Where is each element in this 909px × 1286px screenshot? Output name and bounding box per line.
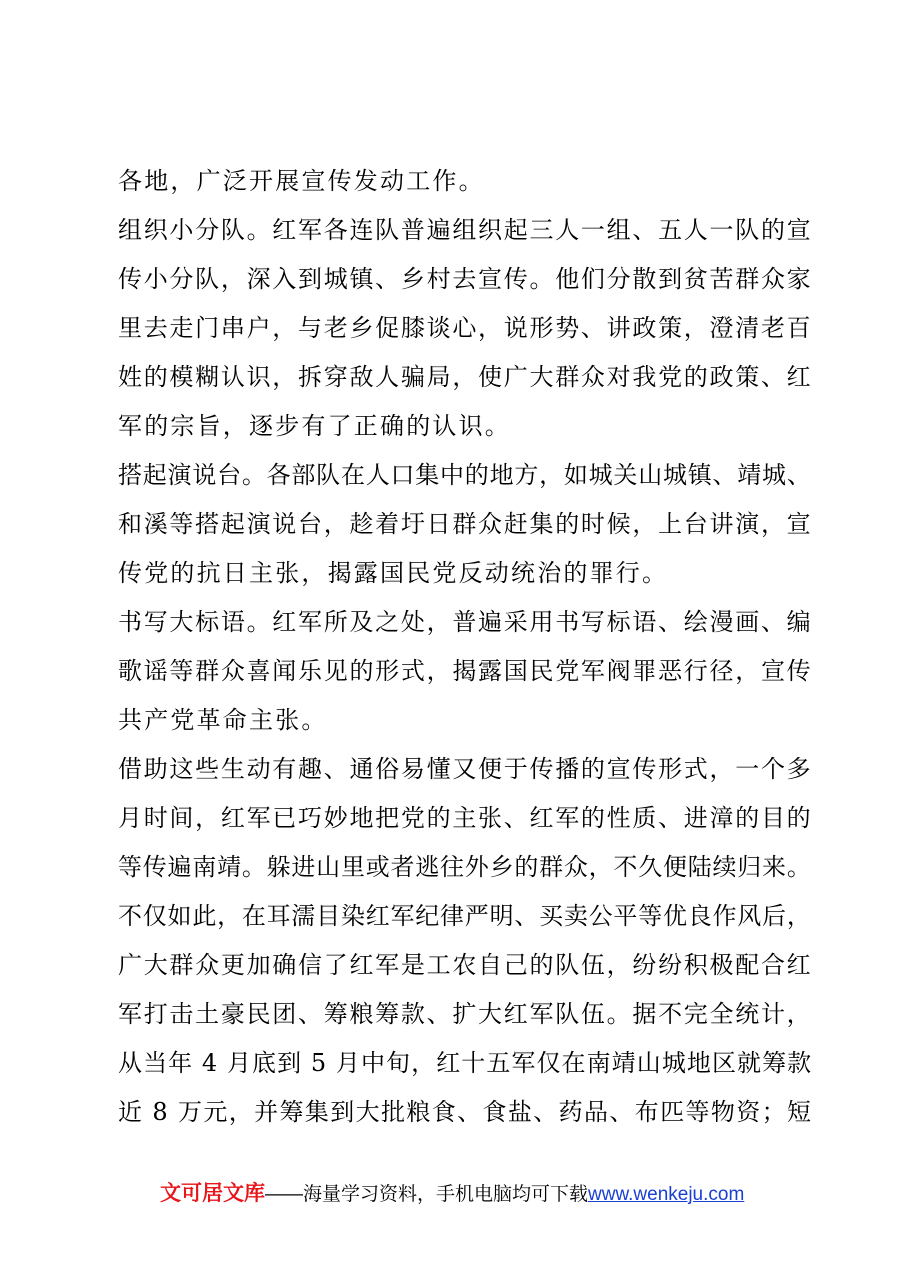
body-line: 广大群众更加确信了红军是工农自己的队伍，纷纷积极配合红 [118, 951, 813, 979]
body-line: 月时间，红军已巧妙地把党的主张、红军的性质、进漳的目的 [118, 804, 813, 832]
body-line: 军打击土豪民团、筹粮筹款、扩大红军队伍。据不完全统计， [118, 1000, 813, 1028]
body-line: 搭起演说台。各部队在人口集中的地方，如城关山城镇、靖城、 [118, 461, 812, 489]
body-line: 不仅如此，在耳濡目染红军纪律严明、买卖公平等优良作风后， [118, 902, 812, 930]
body-line: 组织小分队。红军各连队普遍组织起三人一组、五人一队的宣 [118, 216, 813, 244]
body-line: 歌谣等群众喜闻乐见的形式，揭露国民党军阀罪恶行径，宣传 [118, 657, 813, 685]
body-line: 军的宗旨，逐步有了正确的认识。 [118, 412, 511, 440]
body-line: 各地，广泛开展宣传发动工作。 [118, 167, 485, 195]
body-line: 从当年 4 月底到 5 月中旬，红十五军仅在南靖山城地区就筹款 [118, 1049, 813, 1077]
body-line: 姓的模糊认识，拆穿敌人骗局，使广大群众对我党的政策、红 [118, 363, 813, 391]
body-line: 近 8 万元，并筹集到大批粮食、食盐、药品、布匹等物资；短 [118, 1098, 813, 1126]
body-line: 传小分队，深入到城镇、乡村去宣传。他们分散到贫苦群众家 [118, 265, 813, 293]
footer-text: ——海量学习资料，手机电脑均可下载 [265, 1184, 589, 1205]
footer-link[interactable]: www.wenkeju.com [588, 1184, 745, 1205]
body-line: 里去走门串户，与老乡促膝谈心，说形势、讲政策，澄清老百 [118, 314, 813, 342]
body-line: 书写大标语。红军所及之处，普遍采用书写标语、绘漫画、编 [118, 608, 813, 636]
page-footer [160, 1180, 744, 1209]
body-line: 和溪等搭起演说台，趁着圩日群众赶集的时候，上台讲演，宣 [118, 510, 813, 538]
body-line: 传党的抗日主张，揭露国民党反动统治的罪行。 [118, 559, 669, 587]
footer-brand: 文可居文库 [160, 1182, 265, 1205]
body-line: 借助这些生动有趣、通俗易懂又便于传播的宣传形式，一个多 [118, 755, 813, 783]
body-line: 等传遍南靖。躲进山里或者逃往外乡的群众，不久便陆续归来。 [118, 853, 812, 881]
body-line: 共产党革命主张。 [118, 706, 328, 734]
